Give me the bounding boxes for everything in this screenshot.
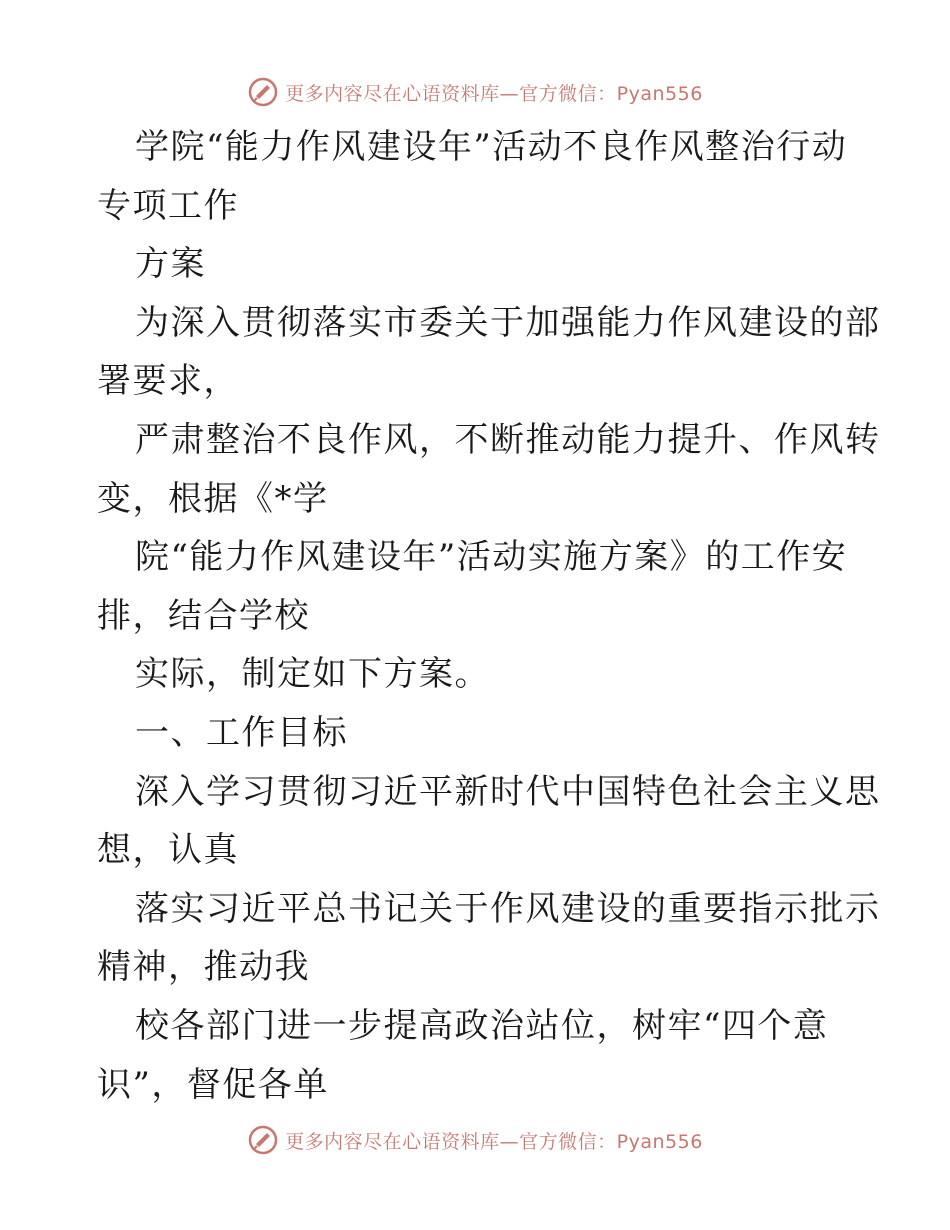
text-line: 精神，推动我 (97, 947, 310, 988)
text-line: 学院“能力作风建设年”活动不良作风整治行动 (135, 127, 848, 167)
text-line: 专项工作 (97, 185, 239, 226)
text-line: 识”，督促各单 (97, 1064, 329, 1105)
text-line: 方案 (135, 244, 206, 285)
text-line: 严肃整治不良作风，不断推动能力提升、作风转 (135, 419, 881, 460)
footer-banner-text: 更多内容尽在心语资料库—官方微信：Pyan556 (285, 1130, 703, 1153)
document-body (97, 118, 881, 1114)
text-line: 排，结合学校 (97, 595, 310, 636)
header-banner (0, 72, 950, 112)
text-line: 署要求， (97, 361, 239, 402)
text-line: 落实习近平总书记关于作风建设的重要指示批示 (135, 888, 881, 929)
text-line: 院“能力作风建设年”活动实施方案》的工作安 (135, 537, 848, 578)
text-line: 一、工作目标 (135, 712, 348, 753)
logo-icon (247, 1124, 279, 1156)
text-line: 实际，制定如下方案。 (135, 654, 490, 695)
text-line: 变，根据《*学 (97, 478, 329, 519)
text-line: 想，认真 (97, 830, 239, 871)
footer-banner (0, 1120, 950, 1160)
text-line: 深入学习贯彻习近平新时代中国特色社会主义思 (135, 771, 881, 812)
text-line: 为深入贯彻落实市委关于加强能力作风建设的部 (135, 302, 881, 343)
logo-icon (247, 76, 279, 108)
text-line: 校各部门进一步提高政治站位，树牢“四个意 (135, 1005, 829, 1046)
header-banner-text: 更多内容尽在心语资料库—官方微信：Pyan556 (285, 82, 703, 105)
